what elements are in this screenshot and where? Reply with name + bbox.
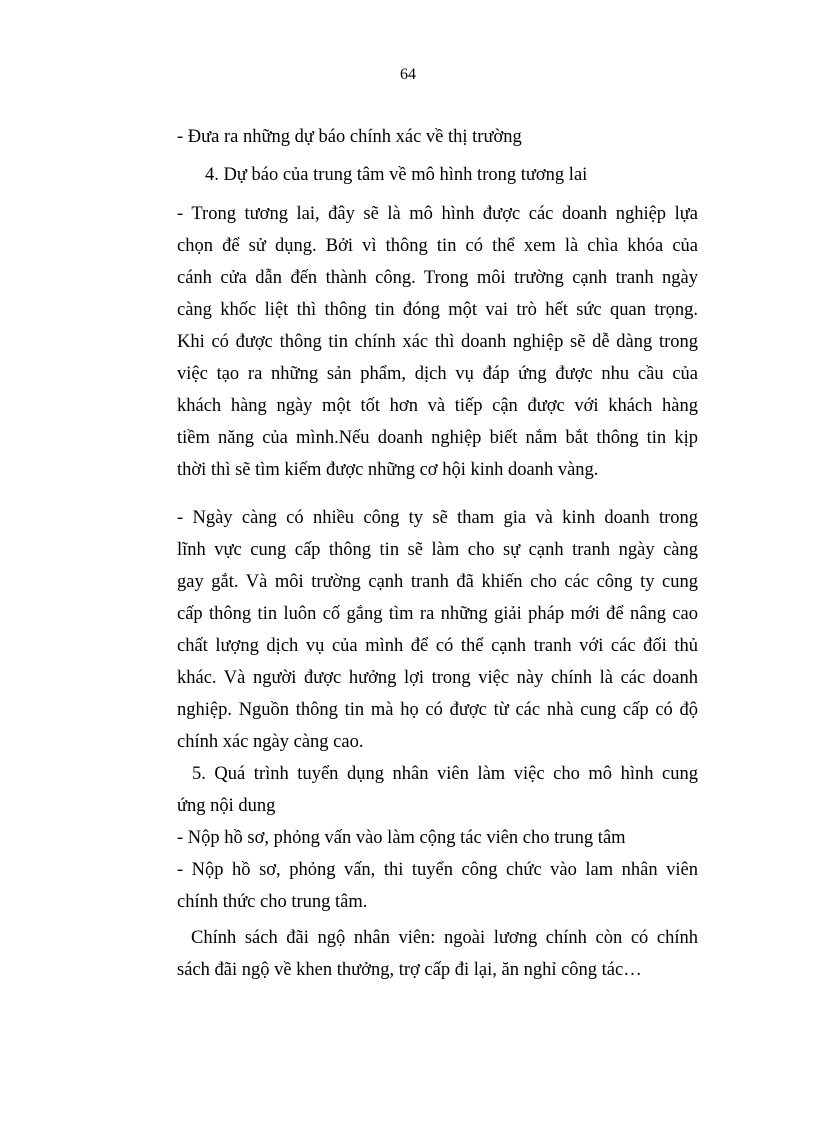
text-line: - Ngày càng có nhiều công ty sẽ tham gia và kinh doanh trong [177,508,698,528]
text-line: chọn để sử dụng. Bởi vì thông tin có thể xem là chìa khóa của [177,236,698,256]
text-line: càng khốc liệt thì thông tin đóng một vai trò hết sức quan trọng. [177,300,698,320]
text-line: thời thì sẽ tìm kiếm được những cơ hội kinh doanh vàng. [177,460,599,480]
text-line: việc tạo ra những sản phẩm, dịch vụ đáp ứng được nhu cầu của [177,364,698,384]
text-line: khách hàng ngày một tốt hơn và tiếp cận được với khách hàng [177,396,698,416]
text-line: chất lượng dịch vụ của mình để có thể cạnh tranh với các đối thủ [177,636,698,656]
text-line: - Trong tương lai, đây sẽ là mô hình được các doanh nghiệp lựa [177,204,698,224]
text-line: Chính sách đãi ngộ nhân viên: ngoài lương chính còn có chính [191,928,698,948]
text-line: cấp thông tin luôn cố gắng tìm ra những giải pháp mới để nâng cao [177,604,698,624]
text-line: cánh cửa dẫn đến thành công. Trong môi trường cạnh tranh ngày [177,268,698,288]
text-line: khác. Và người được hưởng lợi trong việc này chính là các doanh [177,668,698,688]
page-number: 64 [400,66,416,83]
text-line: tiềm năng của mình.Nếu doanh nghiệp biết nắm bắt thông tin kịp [177,428,698,448]
text-line: - Đưa ra những dự báo chính xác về thị trường [177,127,522,147]
text-line: chính xác ngày càng cao. [177,732,364,752]
text-line: - Nộp hồ sơ, phỏng vấn, thi tuyển công chức vào lam nhân viên [177,860,698,880]
text-line: sách đãi ngộ về khen thưởng, trợ cấp đi lại, ăn nghỉ công tác… [177,960,642,980]
text-line: ứng nội dung [177,796,276,816]
text-line: - Nộp hồ sơ, phỏng vấn vào làm cộng tác viên cho trung tâm [177,828,626,848]
text-line: 5. Quá trình tuyển dụng nhân viên làm việc cho mô hình cung [192,764,698,784]
text-line: Khi có được thông tin chính xác thì doanh nghiệp sẽ dễ dàng trong [177,332,698,352]
text-line: nghiệp. Nguồn thông tin mà họ có được từ các nhà cung cấp có độ [177,700,698,720]
text-line: 4. Dự báo của trung tâm về mô hình trong tương lai [205,165,588,185]
text-line: lĩnh vực cung cấp thông tin sẽ làm cho sự cạnh tranh ngày càng [177,540,698,560]
text-line: gay gắt. Và môi trường cạnh tranh đã khiến cho các công ty cung [177,572,698,592]
text-line: chính thức cho trung tâm. [177,892,368,912]
